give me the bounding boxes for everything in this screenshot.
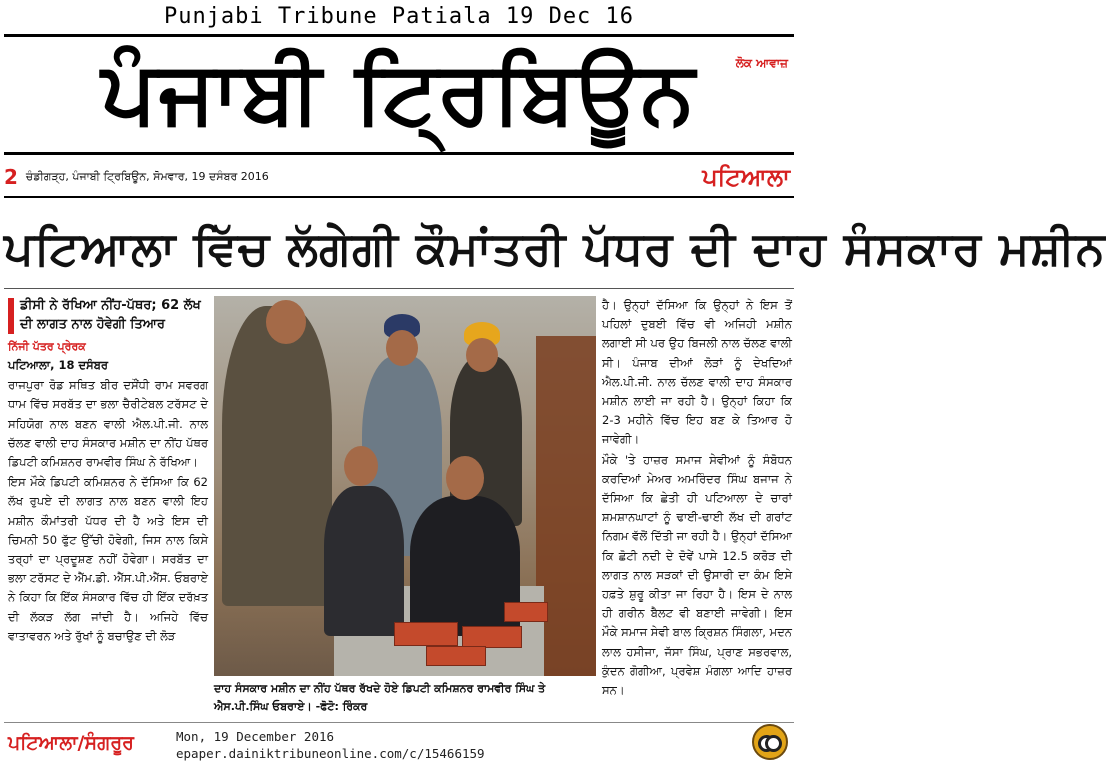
subhead-accent-bar	[8, 298, 14, 334]
article-byline: ਨਿੱਜੀ ਪੱਤਰ ਪ੍ਰੇਰਕ	[8, 340, 86, 353]
photo-person	[222, 306, 332, 606]
footer-edition-label: ਪਟਿਆਲਾ/ਸੰਗਰੂਰ	[8, 732, 134, 754]
headline-rule	[4, 288, 794, 289]
footer-url[interactable]: epaper.dainiktribuneonline.com/c/15466159	[176, 746, 485, 761]
article-paragraph: ਮੌਕੇ 'ਤੇ ਹਾਜ਼ਰ ਸਮਾਜ ਸੇਵੀਆਂ ਨੂੰ ਸੰਬੋਧਨ ਕਰਦਿਆਂ ਮੇਅਰ ਅਮਰਿੰਦਰ ਸਿੰਘ ਬਜਾਜ ਨੇ ਦੱਸਿਆ ਕਿ ਛੇਤੀ ਹੀ ਪਟਿਆਲਾ ਦੇ ਚਾਰਾਂ ਸ਼ਮਸ਼ਾਨਘਾਟਾਂ ਨੂੰ ਢਾਈ-ਢਾਈ ਲੱਖ ਦੀ ਗਰਾਂਟ ਨਿਗਮ ਵੱਲੋਂ ਦਿੱਤੀ ਜਾ ਰਹੀ ਹੈ। ਉਨ੍ਹਾਂ ਦੱਸਿਆ ਕਿ ਛੋਟੀ ਨਦੀ ਦੇ ਦੋਵੇਂ ਪਾਸੇ 12.5 ਕਰੋੜ ਦੀ ਲਾਗਤ ਨਾਲ ਸੜਕਾਂ ਦੀ ਉਸਾਰੀ ਦਾ ਕੰਮ ਇਸੇ ਹਫ਼ਤੇ ਸ਼ੁਰੂ ਕੀਤਾ ਜਾ ਰਿਹਾ ਹੈ। ਇਸ ਦੇ ਨਾਲ ਹੀ ਗਰੀਨ ਬੈਲਟ ਵੀ ਬਣਾਈ ਜਾਵੇਗੀ। ਇਸ ਮੌਕੇ ਸਮਾਜ ਸੇਵੀ ਬਾਲ ਕ੍ਰਿਸ਼ਨ ਸਿੰਗਲਾ, ਮਦਨ ਲਾਲ ਹਸੀਜਾ, ਜੱਸਾ ਸਿੰਘ, ਪ੍ਰਾਣ ਸਭਰਵਾਲ, ਕੁੰਦਨ ਗੋਗੀਆ, ਪ੍ਰਵੇਸ਼ ਮੰਗਲਾ ਆਦਿ ਹਾਜ਼ਰ ਸਨ।	[602, 452, 792, 698]
photo-person-head	[446, 456, 484, 500]
photo-brick	[426, 646, 486, 666]
masthead-top-rule	[4, 34, 794, 37]
photo-person-head	[266, 300, 306, 344]
newspaper-masthead: ਪੰਜਾਬੀ ਟ੍ਰਿਬਿਊਨ	[101, 42, 697, 143]
masthead-tagline: ਲੋਕ ਆਵਾਜ਼	[735, 56, 788, 70]
article-dateline: ਪਟਿਆਲਾ, 18 ਦਸੰਬਰ	[8, 358, 109, 372]
article-column-left	[8, 356, 208, 752]
photo-person-head	[344, 446, 378, 486]
photo-person	[324, 486, 404, 636]
page-caption: Punjabi Tribune Patiala 19 Dec 16	[163, 4, 635, 29]
page-number: 2	[4, 165, 18, 189]
photo-brick-wall	[536, 336, 596, 676]
photo-person-head	[386, 330, 418, 366]
photo-brick	[462, 626, 522, 648]
article-subhead: ਡੀਸੀ ਨੇ ਰੱਖਿਆ ਨੀਂਹ-ਪੱਥਰ; 62 ਲੱਖ ਦੀ ਲਾਗਤ ਨਾਲ ਹੋਵੇਗੀ ਤਿਆਰ	[20, 298, 201, 332]
photo-brick	[394, 622, 458, 646]
article-paragraph: ਰਾਜਪੁਰਾ ਰੋਡ ਸਥਿਤ ਬੀਰ ਦਸੌਂਧੀ ਰਾਮ ਸਵਰਗ ਧਾਮ ਵਿੱਚ ਸਰਬੱਤ ਦਾ ਭਲਾ ਚੈਰੀਟੇਬਲ ਟਰੱਸਟ ਦੇ ਸਹਿਯੋਗ ਨਾਲ ਬਣਨ ਵਾਲੀ ਐਲ.ਪੀ.ਜੀ. ਨਾਲ ਚੱਲਣ ਵਾਲੀ ਦਾਹ ਸੰਸਕਾਰ ਮਸ਼ੀਨ ਦਾ ਨੀਂਹ ਪੱਥਰ ਡਿਪਟੀ ਕਮਿਸ਼ਨਰ ਰਾਮਵੀਰ ਸਿੰਘ ਨੇ ਰੱਖਿਆ।	[8, 378, 208, 470]
photo-caption: ਦਾਹ ਸੰਸਕਾਰ ਮਸ਼ੀਨ ਦਾ ਨੀਂਹ ਪੱਥਰ ਰੱਖਦੇ ਹੋਏ ਡਿਪਟੀ ਕਮਿਸ਼ਨਰ ਰਾਮਵੀਰ ਸਿੰਘ ਤੇ ਐਸ.ਪੀ.ਸਿੰਘ ਓਬਰਾਏ। -ਫੋਟੋ: ਰਿੰਕਰ	[214, 682, 546, 713]
photo-person-head	[466, 338, 498, 372]
masthead-bottom-rule	[4, 152, 794, 155]
footer-meta	[176, 728, 485, 762]
news-photo	[214, 296, 596, 676]
article-column-right	[602, 296, 792, 698]
owl-icon	[752, 724, 788, 760]
dateline-text: ਚੰਡੀਗੜ੍ਹ, ਪੰਜਾਬੀ ਟ੍ਰਿਬਿਊਨ, ਸੋਮਵਾਰ, 19 ਦਸੰਬਰ 2016	[25, 170, 269, 183]
footer-rule	[4, 722, 794, 723]
article-paragraph: ਇਸ ਮੌਕੇ ਡਿਪਟੀ ਕਮਿਸ਼ਨਰ ਨੇ ਦੱਸਿਆ ਕਿ 62 ਲੱਖ ਰੁਪਏ ਦੀ ਲਾਗਤ ਨਾਲ ਬਣਨ ਵਾਲੀ ਇਹ ਮਸ਼ੀਨ ਕੌਮਾਂਤਰੀ ਪੱਧਰ ਦੀ ਹੈ ਅਤੇ ਇਸ ਦੀ ਚਿਮਨੀ 50 ਫੁੱਟ ਉੱਚੀ ਹੋਵੇਗੀ, ਜਿਸ ਨਾਲ ਕਿਸੇ ਤਰ੍ਹਾਂ ਦਾ ਪ੍ਰਦੂਸ਼ਣ ਨਹੀਂ ਹੋਵੇਗਾ। ਸਰਬੱਤ ਦਾ ਭਲਾ ਟਰੱਸਟ ਦੇ ਐੱਮ.ਡੀ. ਐੱਸ.ਪੀ.ਐੱਸ. ਓਬਰਾਏ ਨੇ ਕਿਹਾ ਕਿ ਇੱਕ ਸੰਸਕਾਰ ਵਿੱਚ ਹੀ ਇੱਕ ਦਰੱਖ਼ਤ ਦੀ ਲੱਕੜ ਲੱਗ ਜਾਂਦੀ ਹੈ। ਅਜਿਹੇ ਵਿੱਚ ਵਾਤਾਵਰਨ ਅਤੇ ਰੁੱਖਾਂ ਨੂੰ ਬਚਾਉਣ ਦੀ ਲੋੜ	[8, 475, 208, 643]
photo-brick	[504, 602, 548, 622]
article-paragraph: ਹੈ। ਉਨ੍ਹਾਂ ਦੱਸਿਆ ਕਿ ਉਨ੍ਹਾਂ ਨੇ ਇਸ ਤੋਂ ਪਹਿਲਾਂ ਦੁਬਈ ਵਿੱਚ ਵੀ ਅਜਿਹੀ ਮਸ਼ੀਨ ਲਗਾਈ ਸੀ ਪਰ ਉਹ ਬਿਜਲੀ ਨਾਲ ਚੱਲਣ ਵਾਲੀ ਸੀ। ਪੰਜਾਬ ਦੀਆਂ ਲੋੜਾਂ ਨੂੰ ਦੇਖਦਿਆਂ ਐਲ.ਪੀ.ਜੀ. ਨਾਲ ਚੱਲਣ ਵਾਲੀ ਦਾਹ ਸੰਸਕਾਰ ਮਸ਼ੀਨ ਲਾਈ ਜਾ ਰਹੀ ਹੈ। ਉਨ੍ਹਾਂ ਕਿਹਾ ਕਿ 2-3 ਮਹੀਨੇ ਵਿੱਚ ਇਹ ਬਣ ਕੇ ਤਿਆਰ ਹੋ ਜਾਵੇਗੀ।	[602, 298, 792, 447]
dateline	[4, 166, 604, 188]
article-headline: ਪਟਿਆਲਾ ਵਿੱਚ ਲੱਗੇਗੀ ਕੌਮਾਂਤਰੀ ਪੱਧਰ ਦੀ ਦਾਹ ਸੰਸਕਾਰ ਮਸ਼ੀਨ	[4, 221, 1106, 275]
section-city-label: ਪਟਿਆਲਾ	[702, 162, 790, 191]
section-rule	[4, 196, 794, 198]
footer-date: Mon, 19 December 2016	[176, 729, 335, 744]
